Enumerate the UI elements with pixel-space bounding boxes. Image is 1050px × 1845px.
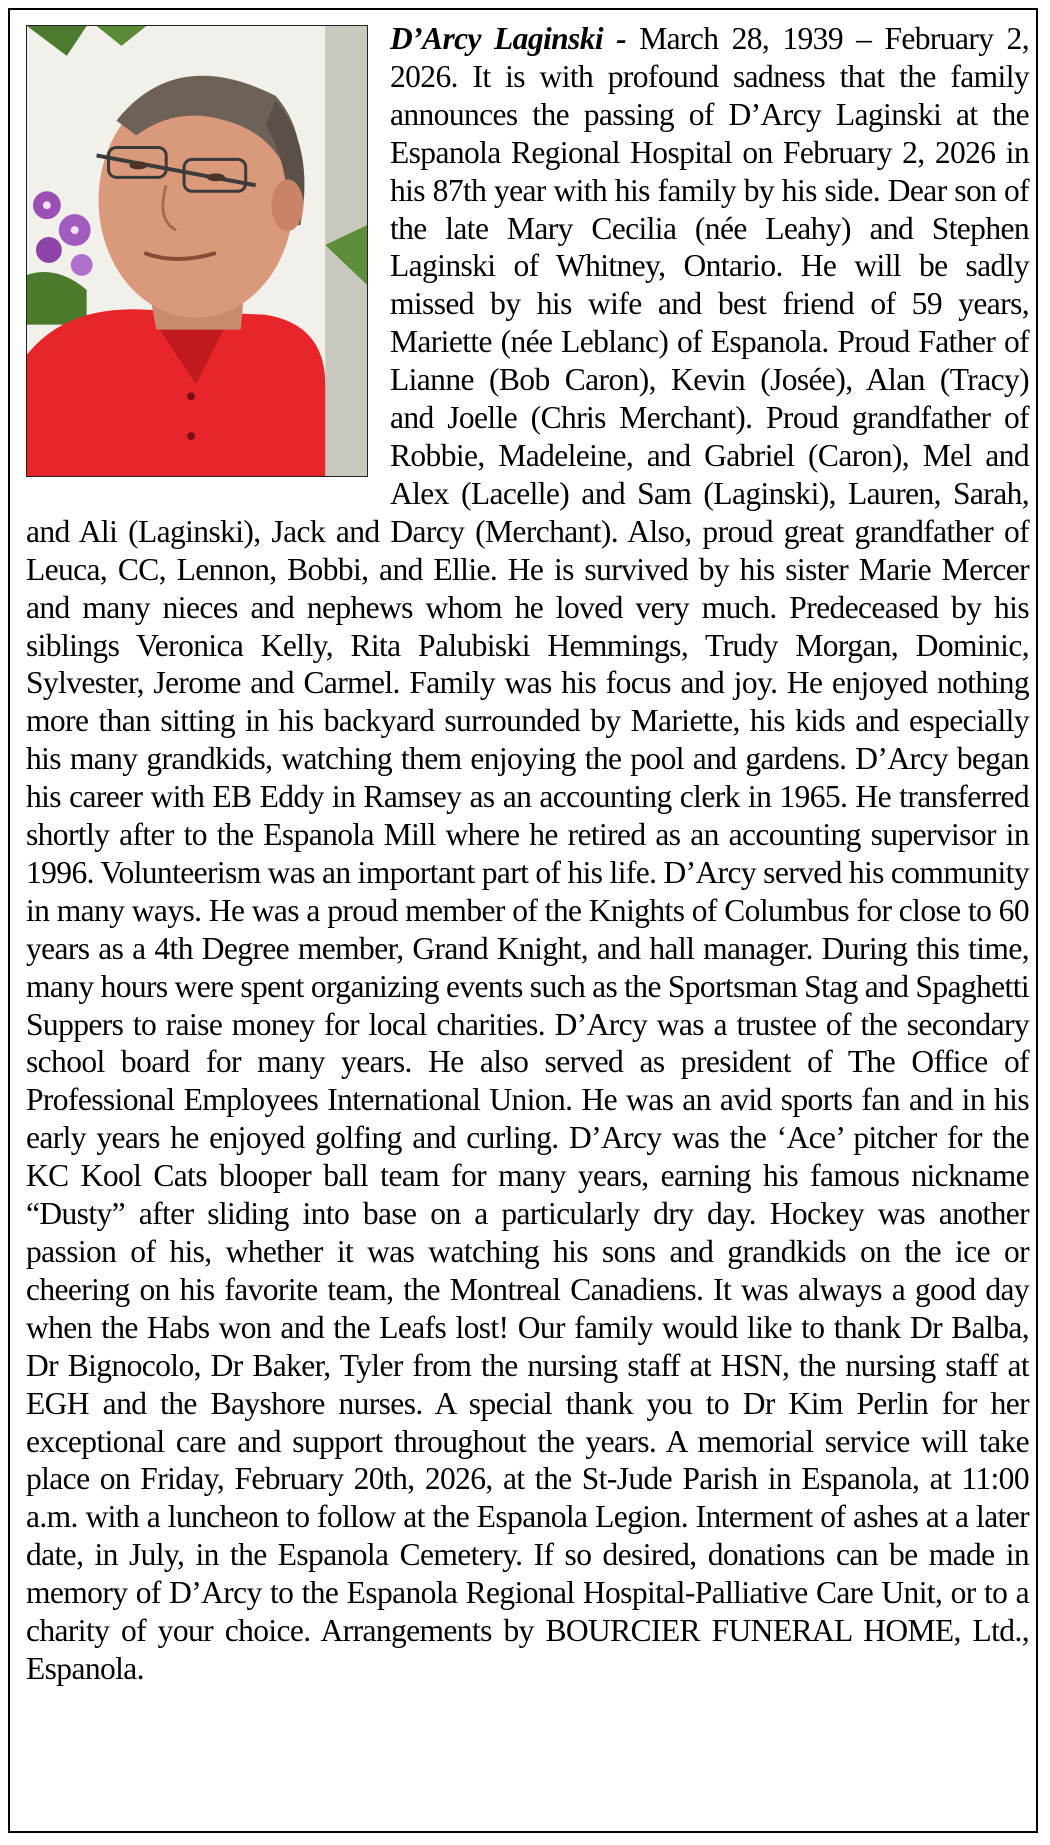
obituary-notice [26, 20, 1029, 1688]
obituary-body: It is with profound sadness that the family announces the passing of D’Arcy Laginski at the Espanola Regional Hospital on February 2, 2026 in his 87th year with his family by his side. Dear son of the late Mary Cecilia (née Leahy) and Stephen Laginski of Whitney, Ontario. He will be sadly missed by his wife and best friend of 59 years, Mariette (née Leblanc) of Espanola. Proud Father of Lianne (Bob Caron), Kevin (Josée), Alan (Tracy) and Joelle (Chris Merchant). Proud grandfather of Robbie, Madeleine, and Gabriel (Caron), Mel and Alex (Lacelle) and Sam (Laginski), Lauren, Sarah, and Ali (Laginski), Jack and Darcy (Merchant). Also, proud great grandfather of Leuca, CC, Lennon, Bobbi, and Ellie. He is survived by his sister Marie Mercer and many nieces and nephews whom he loved very much. Predeceased by his siblings Veronica Kelly, Rita Palubiski Hemmings, Trudy Morgan, Dominic, Sylvester, Jerome and Carmel. Family was his focus and joy. He enjoyed nothing more than sitting in his backyard surrounded by Mariette, his kids and especially his many grandkids, watching them enjoying the pool and gardens. D’Arcy began his career with EB Eddy in Ramsey as an accounting clerk in 1965. He transferred shortly after to the Espanola Mill where he retired as an accounting supervisor in 1996. Volunteerism was an important part of his life. D’Arcy served his community in many ways. He was a proud member of the Knights of Columbus for close to 60 years as a 4th Degree member, Grand Knight, and hall manager. During this time, many hours were spent organizing events such as the Sportsman Stag and Spaghetti Suppers to raise money for local charities. D’Arcy was a trustee of the secondary school board for many years. He also served as president of The Office of Professional Employees International Union. He was an avid sports fan and in his early years he enjoyed golfing and curling. D’Arcy was the ‘Ace’ pitcher for the KC Kool Cats blooper ball team for many years, earning his famous nickname “Dusty” after sliding into base on a particularly dry day. Hockey was another passion of his, whether it was watching his sons and grandkids on the ice or cheering on his favorite team, the Montreal Canadiens. It was always a good day when the Habs won and the Leafs lost! Our family would like to thank Dr Balba, Dr Bignocolo, Dr Baker, Tyler from the nursing staff at HSN, the nursing staff at EGH and the Bayshore nurses. A special thank you to Dr Kim Perlin for her exceptional care and support throughout the years. A memorial service will take place on Friday, February 20th, 2026, at the St-Jude Parish in Espanola, at 11:00 a.m. with a luncheon to follow at the Espanola Legion. Interment of ashes at a later date, in July, in the Espanola Cemetery. If so desired, donations can be made in memory of D’Arcy to the Espanola Regional Hospital-Palliative Care Unit, or to a charity of your choice. Arrangements by BOURCIER FUNERAL HOME, Ltd., Espanola. [26, 58, 1029, 1686]
portrait-photo [26, 25, 368, 477]
portrait-illustration [27, 26, 367, 476]
life-dates: March 28, 1939 – February 2, 2026. [390, 21, 1029, 94]
deceased-name: D’Arcy Laginski - [390, 21, 627, 56]
